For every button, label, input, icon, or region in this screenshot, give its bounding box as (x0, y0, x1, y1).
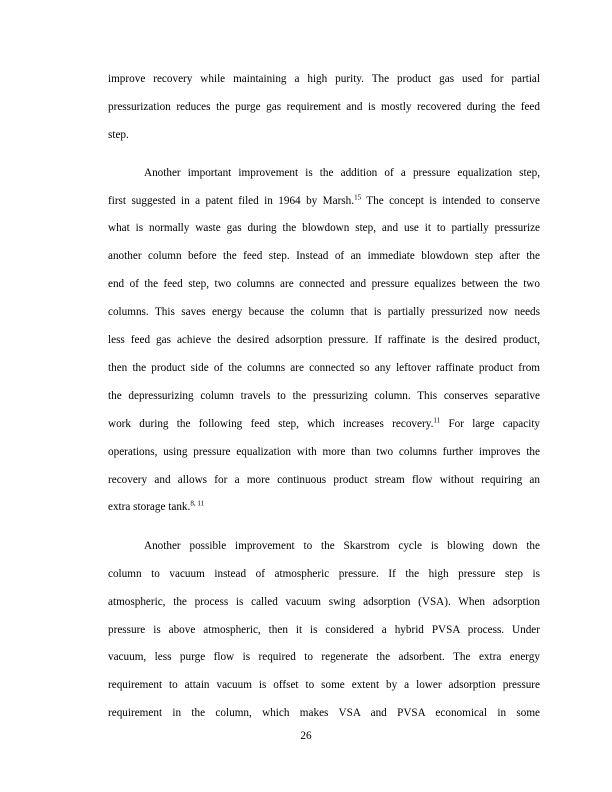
text-line: requirement to attain vacuum is offset to some extent by a lower adsorption pressure (108, 679, 540, 691)
text-line: columns. This saves energy because the column that is partially pressurized now needs (108, 306, 540, 318)
citation-superscript: 11 (433, 416, 441, 425)
text-line: column to vacuum instead of atmospheric pressure. If the high pressure step is (108, 568, 540, 580)
text-line: Another important improvement is the addition of a pressure equalization step, (144, 167, 540, 179)
text-line: step. (108, 129, 129, 141)
text-line: less feed gas achieve the desired adsorption pressure. If raffinate is the desired product, (108, 334, 540, 346)
text-line: pressurization reduces the purge gas requirement and is mostly recovered during the feed (108, 101, 540, 113)
text-line-with-citation: first suggested in a patent filed in 1964 by Marsh.$^{15}$ The concept is intended to conserve (108, 193, 540, 207)
text-line-with-citation: extra storage tank.$^{8, 11}$ (108, 499, 205, 513)
text-line: another column before the feed step. Instead of an immediate blowdown step after the (108, 250, 540, 262)
citation-superscript: 8, 11 (190, 499, 205, 508)
text-line: end of the feed step, two columns are connected and pressure equalizes between the two (108, 278, 540, 290)
text-line: requirement in the column, which makes VSA and PVSA economical in some (108, 707, 540, 719)
text-line: improve recovery while maintaining a high purity. The product gas used for partial (108, 73, 540, 85)
citation-superscript: 15 (354, 193, 362, 202)
text-line: the depressurizing column travels to the pressurizing column. This conserves separative (108, 390, 540, 402)
text-line: recovery and allows for a more continuous product stream flow without requiring an (108, 474, 540, 486)
text-line: then the product side of the columns are connected so any leftover raffinate product from (108, 362, 540, 374)
text-line: atmospheric, the process is called vacuum swing adsorption (VSA). When adsorption (108, 596, 540, 608)
text-line: Another possible improvement to the Skarstrom cycle is blowing down the (144, 540, 540, 552)
text-line: vacuum, less purge flow is required to regenerate the adsorbent. The extra energy (108, 651, 540, 663)
text-line-with-citation: work during the following feed step, which increases recovery.$^{11}$ For large capacity (108, 416, 541, 430)
text-line: pressure is above atmospheric, then it is considered a hybrid PVSA process. Under (108, 624, 540, 636)
text-line: what is normally waste gas during the blowdown step, and use it to partially pressurize (108, 222, 540, 234)
text-line: operations, using pressure equalization with more than two columns further improves the (108, 446, 540, 458)
page-number: 26 (300, 730, 312, 742)
